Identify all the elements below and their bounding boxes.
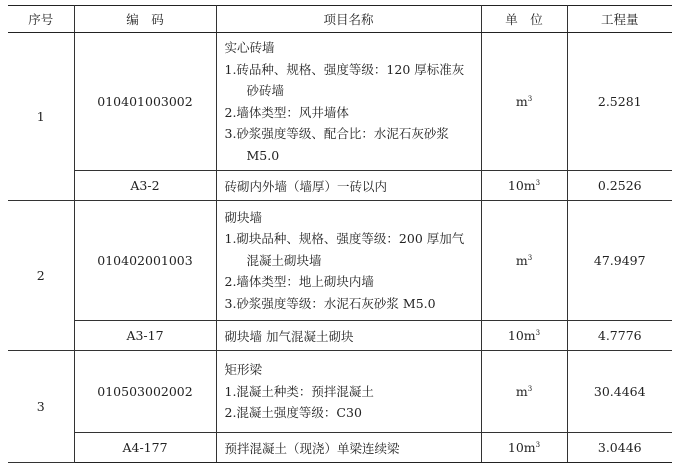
unit-superscript: 3 (527, 253, 533, 262)
table-row-sub (8, 433, 672, 463)
description-line: 1.砌块品种、规格、强度等级：200 厚加气 (224, 231, 465, 247)
unit-superscript: 3 (527, 94, 533, 103)
header-unit: 单 位 (481, 6, 567, 33)
quantity-cell: 0.2526 (567, 171, 672, 201)
seq-cell: 3 (8, 351, 74, 463)
description-line: 矩形梁 (224, 362, 263, 378)
unit-base: m (515, 94, 528, 109)
description-line: 1.砖品种、规格、强度等级：120 厚标准灰 (224, 61, 465, 77)
seq-cell: 2 (8, 201, 74, 351)
table-row-sub (8, 171, 672, 201)
description-line: 3.砂浆强度等级、配合比：水泥石灰砂浆 (224, 126, 449, 141)
header-code: 编 码 (74, 6, 216, 33)
header-row (8, 6, 672, 33)
description-line: 实心砖墙 (224, 40, 275, 55)
unit-cell (481, 201, 567, 321)
table-row-main (8, 201, 672, 321)
unit-cell (481, 433, 567, 463)
description-line: 2.墙体类型：地上砌块内墙 (224, 274, 374, 290)
quota-name-cell: 砖砌内外墙（墙厚）一砖以内 (216, 171, 481, 201)
unit-base: m (515, 253, 528, 268)
quota-name-cell: 砌块墙 加气混凝土砌块 (216, 321, 481, 351)
unit-base: 10m (507, 440, 536, 455)
quantity-cell: 47.9497 (567, 201, 672, 321)
quantity-cell: 2.5281 (567, 33, 672, 171)
description-line: 砂砖墙 (246, 83, 285, 98)
description-line: 砌块墙 (224, 209, 263, 225)
unit-cell (481, 321, 567, 351)
item-description (216, 351, 481, 433)
quota-code-cell: A4-177 (74, 433, 216, 463)
code-cell: 010401003002 (74, 33, 216, 171)
quota-code-cell: A3-17 (74, 321, 216, 351)
quantity-cell: 30.4464 (567, 351, 672, 433)
item-description (216, 201, 481, 321)
table-row-sub (8, 321, 672, 351)
description-line: 2.墙体类型：风井墙体 (224, 104, 349, 120)
seq-cell: 1 (8, 33, 74, 201)
table-row-main (8, 33, 672, 171)
quota-code-cell: A3-2 (74, 171, 216, 201)
unit-superscript: 3 (527, 384, 533, 393)
code-cell: 010402001003 (74, 201, 216, 321)
unit-superscript: 3 (535, 328, 541, 337)
description-line: 1.混凝土种类：预拌混凝土 (224, 383, 374, 399)
unit-base: m (515, 384, 528, 399)
description-line: 2.混凝土强度等级：C30 (224, 405, 362, 421)
quota-name-cell: 预拌混凝土（现浇）单梁连续梁 (216, 433, 481, 463)
table-row-main (8, 351, 672, 433)
unit-cell (481, 351, 567, 433)
bill-of-quantities-table (8, 5, 672, 463)
unit-cell (481, 171, 567, 201)
description-line: 混凝土砌块墙 (246, 252, 322, 268)
description-line: M5.0 (246, 147, 280, 163)
header-qty: 工程量 (567, 6, 672, 33)
code-cell: 010503002002 (74, 351, 216, 433)
item-description (216, 33, 481, 171)
header-seq: 序号 (8, 6, 74, 33)
unit-cell (481, 33, 567, 171)
description-line: 3.砂浆强度等级：水泥石灰砂浆 M5.0 (224, 295, 436, 311)
unit-base: 10m (507, 328, 536, 343)
quantity-cell: 4.7776 (567, 321, 672, 351)
unit-superscript: 3 (535, 178, 541, 187)
quantity-cell: 3.0446 (567, 433, 672, 463)
unit-base: 10m (507, 178, 536, 193)
header-name: 项目名称 (216, 6, 481, 33)
unit-superscript: 3 (535, 440, 541, 449)
